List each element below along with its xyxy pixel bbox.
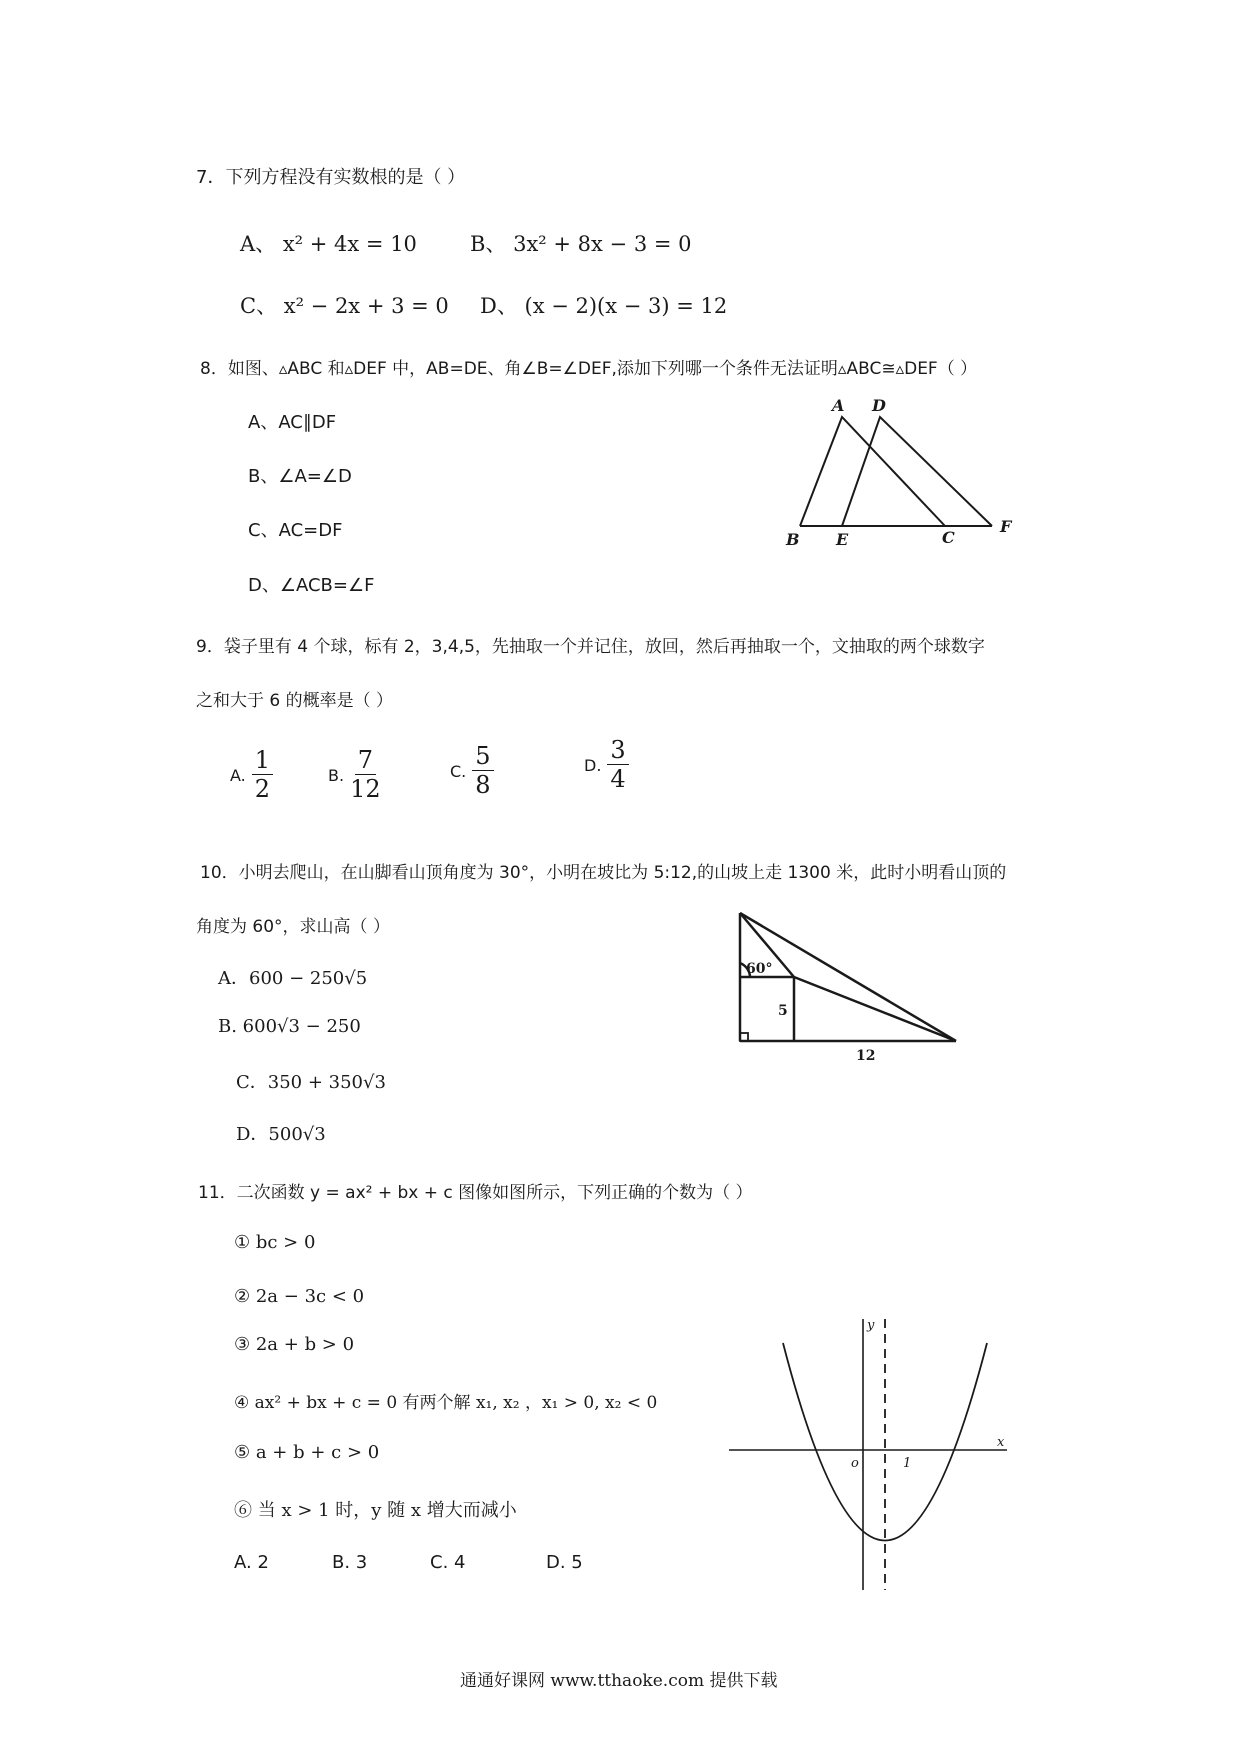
label-a: A: [832, 396, 845, 415]
height-label: 5: [778, 1003, 788, 1019]
q9-option-c: [450, 744, 494, 798]
q9-option-d-label: D.: [584, 755, 602, 775]
y-axis-label: y: [867, 1318, 875, 1333]
q11-answer-d: D. 5: [546, 1552, 583, 1573]
q9-option-d-den: 4: [610, 765, 626, 794]
slope-line: [794, 977, 956, 1041]
q8-option-d: D、∠ACB=∠F: [248, 575, 375, 596]
q9-option-b-label: B.: [328, 765, 345, 785]
q11-statement-3: ③ 2a + b > 0: [234, 1334, 355, 1355]
triangle-abc: [800, 417, 945, 526]
q8-option-a: A、AC∥DF: [248, 412, 337, 433]
q10-stem-line2: 角度为 60°，求山高（ ）: [196, 917, 390, 937]
q8-option-c: C、AC=DF: [248, 520, 343, 541]
q11-answer-b: B. 3: [332, 1552, 368, 1573]
q10-option-d: D．500√3: [236, 1124, 326, 1145]
origin-label: o: [851, 1456, 859, 1471]
x-axis-label: x: [997, 1435, 1005, 1450]
label-e: E: [836, 530, 849, 549]
q9-option-c-num: 5: [472, 744, 493, 771]
q9-option-b: [328, 748, 381, 802]
q11-answer-c: C. 4: [430, 1552, 466, 1573]
q11-answer-a: A. 2: [234, 1552, 269, 1573]
label-f: F: [1000, 517, 1012, 536]
q9-option-d: [584, 738, 629, 792]
q11-parabola-graph: [725, 1315, 1015, 1595]
q7-option-a: A、 x² + 4x = 10: [240, 232, 417, 256]
q9-option-a-den: 2: [254, 775, 271, 804]
q9-option-c-label: C.: [450, 761, 467, 781]
q7-option-c: C、 x² − 2x + 3 = 0: [240, 294, 449, 318]
q10-option-c: C．350 + 350√3: [236, 1072, 386, 1093]
q9-option-a: [230, 748, 273, 802]
q9-option-b-den: 12: [350, 775, 381, 804]
one-label: 1: [903, 1456, 912, 1471]
q11-statement-6: ⑥ 当 x > 1 时，y 随 x 增大而减小: [234, 1500, 517, 1521]
label-b: B: [786, 530, 800, 549]
q8-option-b: B、∠A=∠D: [248, 466, 352, 487]
q11-statement-4: ④ ax² + bx + c = 0 有两个解 x₁, x₂ ，x₁ > 0, x₂ < 0: [234, 1393, 658, 1413]
q10-option-b: B. 600√3 − 250: [218, 1016, 361, 1037]
triangle-def: [842, 417, 992, 526]
q9-option-a-label: A.: [230, 765, 246, 785]
q11-statement-1: ① bc > 0: [234, 1232, 316, 1253]
q7-option-b: B、 3x² + 8x − 3 = 0: [470, 232, 692, 256]
footer-source: 通通好课网 www.tthaoke.com 提供下载: [460, 1671, 778, 1691]
q9-stem-line1: 9．袋子里有 4 个球，标有 2，3,4,5，先抽取一个并记住，放回，然后再抽取一个，文抽取的两个球数字: [196, 637, 985, 657]
q11-statement-2: ② 2a − 3c < 0: [234, 1286, 365, 1307]
q10-mountain-figure: [730, 905, 970, 1065]
q9-option-b-num: 7: [355, 748, 376, 775]
q7-stem: 7．下列方程没有实数根的是（ ）: [196, 167, 466, 188]
q7-option-d: D、 (x − 2)(x − 3) = 12: [480, 294, 728, 318]
q9-option-a-num: 1: [252, 748, 273, 775]
q8-stem: 8．如图、▵ABC 和▵DEF 中，AB=DE、角∠B=∠DEF,添加下列哪一个条件无法证明▵ABC≅▵DEF（ ）: [200, 359, 978, 379]
label-d: D: [872, 396, 886, 415]
q8-triangles-figure: [770, 395, 1040, 560]
q9-option-d-num: 3: [607, 738, 628, 765]
q10-option-a: A．600 − 250√5: [218, 968, 368, 989]
q11-statement-5: ⑤ a + b + c > 0: [234, 1442, 380, 1463]
base-label: 12: [856, 1048, 876, 1064]
q9-option-c-den: 8: [475, 771, 491, 800]
q11-stem: 11．二次函数 y = ax² + bx + c 图像如图所示，下列正确的个数为（ ）: [198, 1183, 753, 1203]
label-c: C: [942, 528, 955, 547]
q9-stem-line2: 之和大于 6 的概率是（ ）: [196, 691, 394, 711]
q10-stem-line1: 10．小明去爬山，在山脚看山顶角度为 30°，小明在坡比为 5:12,的山坡上走 1300 米，此时小明看山顶的: [200, 863, 1007, 883]
angle-label: 60°: [746, 961, 773, 977]
